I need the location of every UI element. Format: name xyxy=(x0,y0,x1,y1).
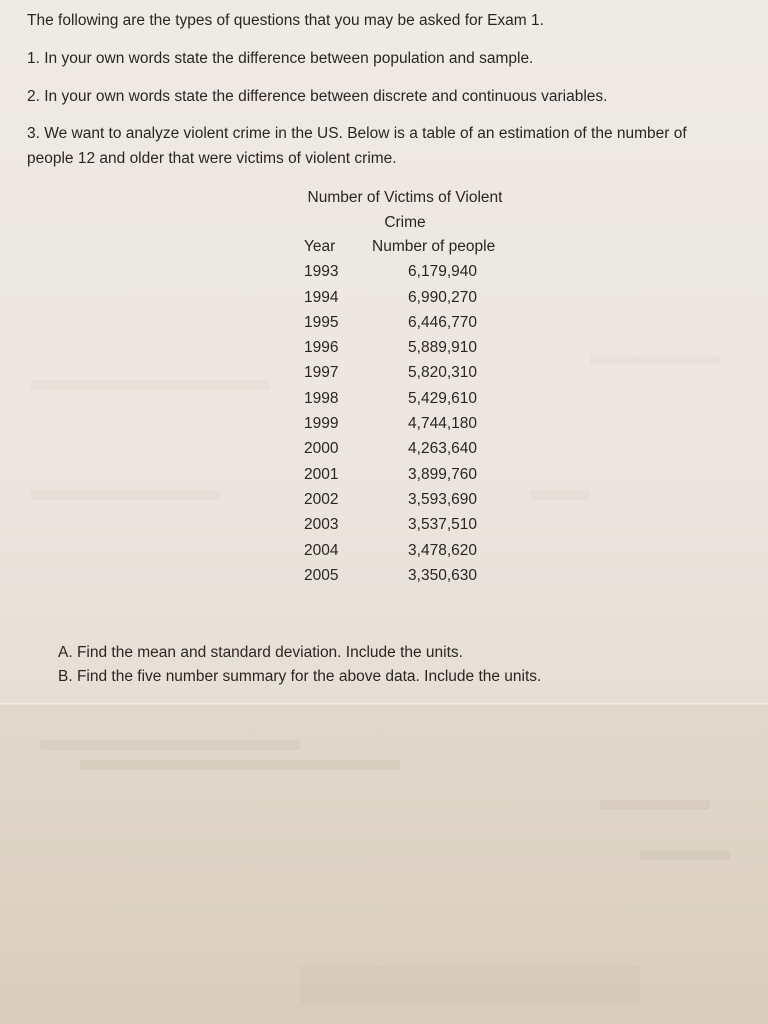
row-year: 2003 xyxy=(304,516,339,534)
victims-table xyxy=(300,234,520,588)
row-count: 3,478,620 xyxy=(408,541,477,559)
table-row xyxy=(300,259,520,284)
row-count: 5,889,910 xyxy=(408,339,477,357)
row-year: 1996 xyxy=(304,339,339,357)
header-number-of-people: Number of people xyxy=(372,238,496,255)
row-count: 3,537,510 xyxy=(408,516,477,534)
row-year: 1997 xyxy=(304,364,339,382)
bleed-through-mark xyxy=(640,850,730,860)
row-year: 1993 xyxy=(304,263,339,281)
row-count: 4,263,640 xyxy=(408,440,477,458)
row-year: 2004 xyxy=(304,541,339,559)
row-year: 1999 xyxy=(304,415,339,433)
row-year: 1998 xyxy=(304,389,339,407)
bleed-through-mark xyxy=(530,490,590,500)
table-row xyxy=(300,512,520,537)
part-a-text: A. Find the mean and standard deviation. Include the units. xyxy=(58,644,463,661)
table-row xyxy=(300,386,520,411)
table-title-line-2: Crime xyxy=(384,214,426,231)
table-title-line-1: Number of Victims of Violent xyxy=(307,189,503,206)
question-3-line-1: 3. We want to analyze violent crime in the US. Below is a table of an estimation of the number of xyxy=(27,125,687,142)
intro-text: The following are the types of questions that you may be asked for Exam 1. xyxy=(27,12,544,29)
bleed-through-mark xyxy=(300,965,640,1005)
header-year: Year xyxy=(304,238,336,255)
table-row xyxy=(300,411,520,436)
row-year: 1994 xyxy=(304,288,339,306)
question-3-line-2: people 12 and older that were victims of violent crime. xyxy=(27,150,397,167)
bleed-through-mark xyxy=(40,740,300,750)
bleed-through-mark xyxy=(30,380,270,390)
table-row xyxy=(300,487,520,512)
row-year: 1995 xyxy=(304,313,339,331)
table-row xyxy=(300,538,520,563)
row-year: 2002 xyxy=(304,490,339,508)
row-count: 3,350,630 xyxy=(408,566,477,584)
row-count: 6,990,270 xyxy=(408,288,477,306)
table-header-row xyxy=(300,234,520,259)
bleed-through-mark xyxy=(590,355,720,365)
table-title xyxy=(290,185,520,235)
row-count: 4,744,180 xyxy=(408,415,477,433)
part-b-text: B. Find the five number summary for the above data. Include the units. xyxy=(58,668,542,685)
table-row xyxy=(300,310,520,335)
row-count: 6,446,770 xyxy=(408,313,477,331)
row-count: 3,593,690 xyxy=(408,490,477,508)
bleed-through-mark xyxy=(600,800,710,810)
table-row xyxy=(300,360,520,385)
table-row xyxy=(300,563,520,588)
row-count: 5,429,610 xyxy=(408,389,477,407)
table-row xyxy=(300,436,520,461)
row-year: 2005 xyxy=(304,566,339,584)
row-count: 3,899,760 xyxy=(408,465,477,483)
bleed-through-mark xyxy=(80,760,400,770)
table-row xyxy=(300,462,520,487)
bleed-through-mark xyxy=(30,490,220,500)
question-2: 2. In your own words state the difference between discrete and continuous variables. xyxy=(27,88,608,105)
row-year: 2001 xyxy=(304,465,339,483)
question-1: 1. In your own words state the difference between population and sample. xyxy=(27,50,534,67)
row-year: 2000 xyxy=(304,440,339,458)
table-row xyxy=(300,285,520,310)
row-count: 5,820,310 xyxy=(408,364,477,382)
table-row xyxy=(300,335,520,360)
row-count: 6,179,940 xyxy=(408,263,477,281)
